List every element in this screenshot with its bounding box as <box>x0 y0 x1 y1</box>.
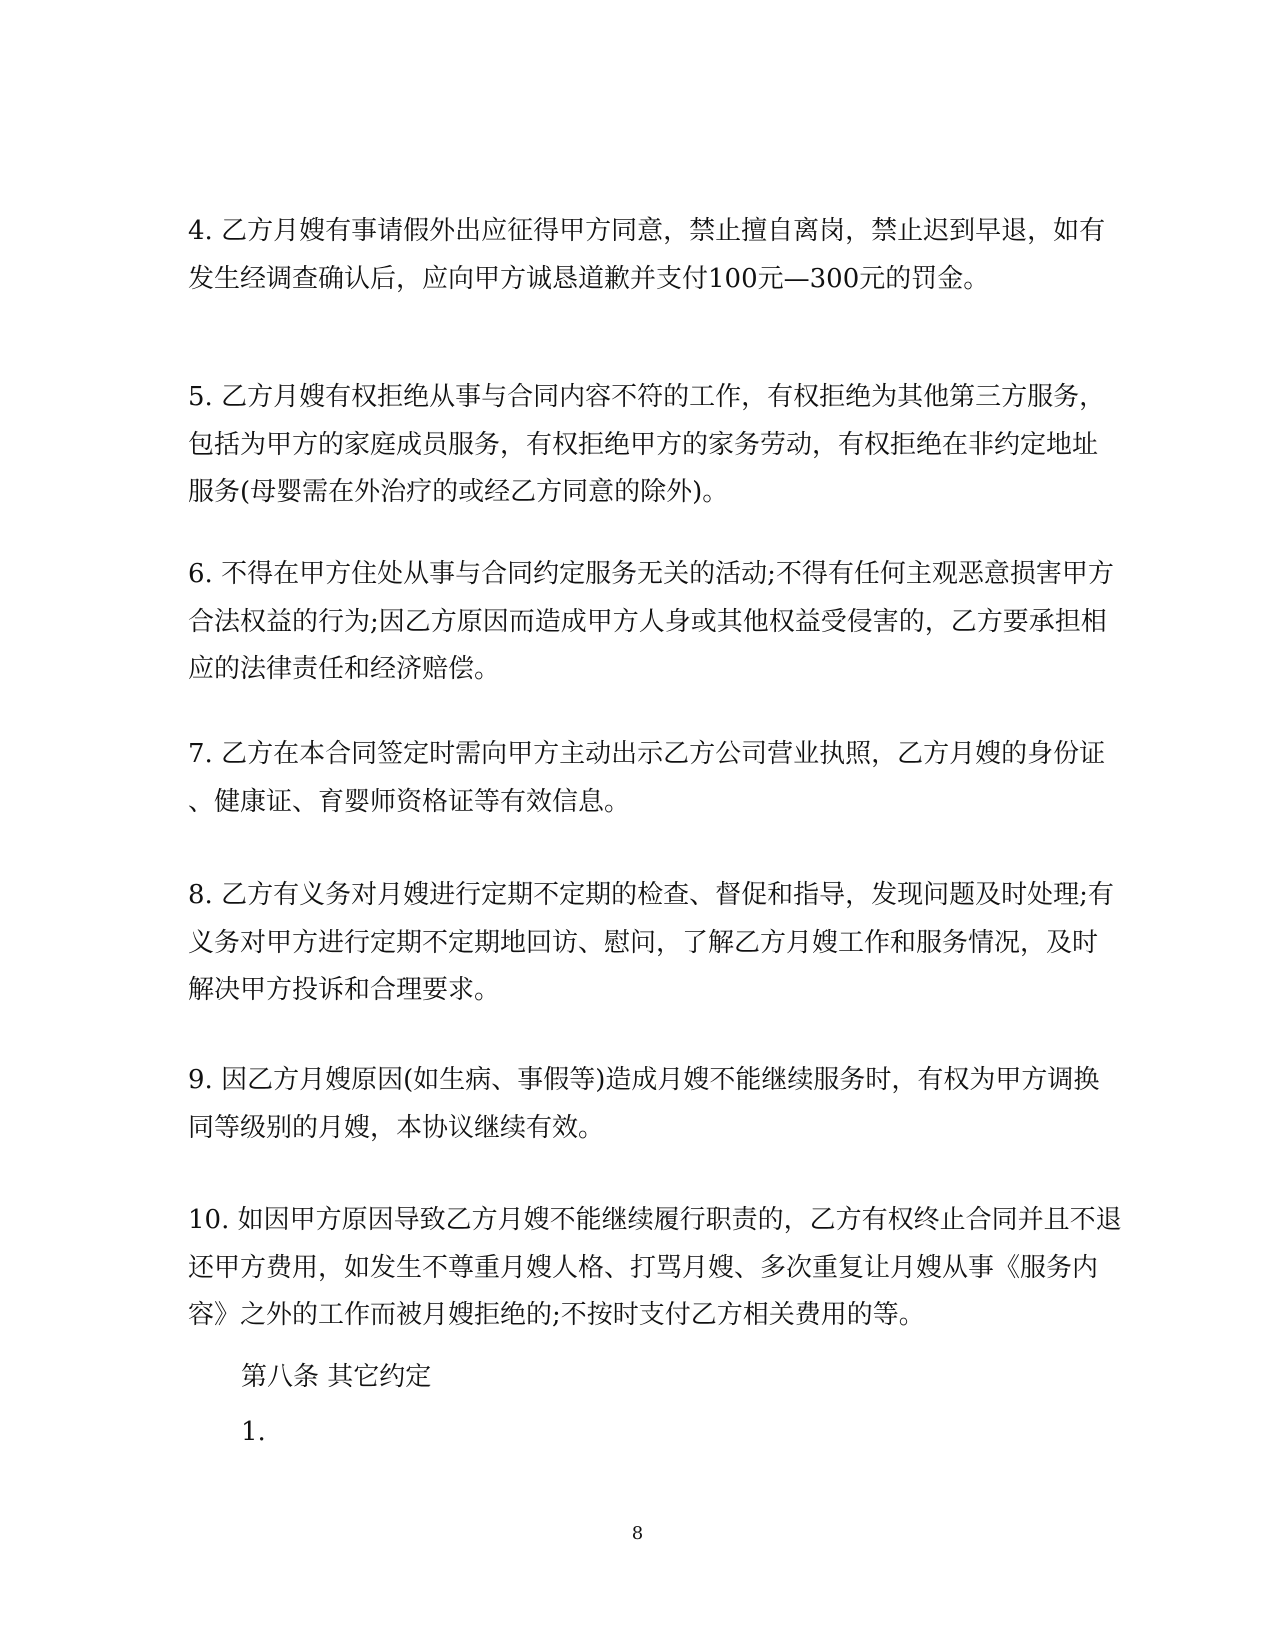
clause-8 <box>188 872 1114 1015</box>
sub-item-number: 1. <box>241 1417 266 1447</box>
clause-6-line-2: 合法权益的行为;因乙方原因而造成甲方人身或其他权益受侵害的，乙方要承担相 <box>188 606 1107 637</box>
clause-8-line-1: 8. 乙方有义务对月嫂进行定期不定期的检查、督促和指导，发现问题及时处理;有 <box>188 880 1114 910</box>
clause-7-line-2: 、健康证、育婴师资格证等有效信息。 <box>188 786 631 817</box>
clause-5-line-2: 包括为甲方的家庭成员服务，有权拒绝甲方的家务劳动，有权拒绝在非约定地址 <box>188 429 1099 460</box>
clause-7 <box>188 731 1106 826</box>
clause-10-line-2: 还甲方费用，如发生不尊重月嫂人格、打骂月嫂、多次重复让月嫂从事《服务内 <box>188 1252 1099 1283</box>
clause-6 <box>188 551 1114 694</box>
clause-5-line-3: 服务(母婴需在外治疗的或经乙方同意的除外)。 <box>188 477 729 507</box>
clause-7-line-1: 7. 乙方在本合同签定时需向甲方主动出示乙方公司营业执照，乙方月嫂的身份证 <box>188 739 1106 769</box>
clause-10-line-1: 10. 如因甲方原因导致乙方月嫂不能继续履行职责的，乙方有权终止合同并且不退 <box>188 1205 1122 1235</box>
clause-4-line-1: 4. 乙方月嫂有事请假外出应征得甲方同意，禁止擅自离岗，禁止迟到早退，如有 <box>188 216 1106 246</box>
clause-8-line-3: 解决甲方投诉和合理要求。 <box>188 975 501 1005</box>
clause-10-line-3: 容》之外的工作而被月嫂拒绝的;不按时支付乙方相关费用的等。 <box>188 1300 925 1330</box>
clause-6-line-3: 应的法律责任和经济赔偿。 <box>188 654 501 684</box>
clause-9-line-1: 9. 因乙方月嫂原因(如生病、事假等)造成月嫂不能继续服务时，有权为甲方调换 <box>188 1065 1100 1095</box>
clause-4-line-2: 发生经调查确认后，应向甲方诚恳道歉并支付100元—300元的罚金。 <box>188 263 990 294</box>
clause-10 <box>188 1197 1122 1340</box>
clause-6-line-1: 6. 不得在甲方住处从事与合同约定服务无关的活动;不得有任何主观恶意损害甲方 <box>188 559 1114 589</box>
page-number: 8 <box>631 1523 644 1544</box>
clause-5 <box>188 374 1106 517</box>
clause-9-line-2: 同等级别的月嫂，本协议继续有效。 <box>188 1112 605 1143</box>
clause-4 <box>188 208 1106 303</box>
clause-9 <box>188 1057 1100 1152</box>
clause-8-line-2: 义务对甲方进行定期不定期地回访、慰问，了解乙方月嫂工作和服务情况，及时 <box>188 927 1099 958</box>
clause-5-line-1: 5. 乙方月嫂有权拒绝从事与合同内容不符的工作，有权拒绝为其他第三方服务， <box>188 382 1106 412</box>
section-heading: 第八条 其它约定 <box>241 1362 432 1392</box>
